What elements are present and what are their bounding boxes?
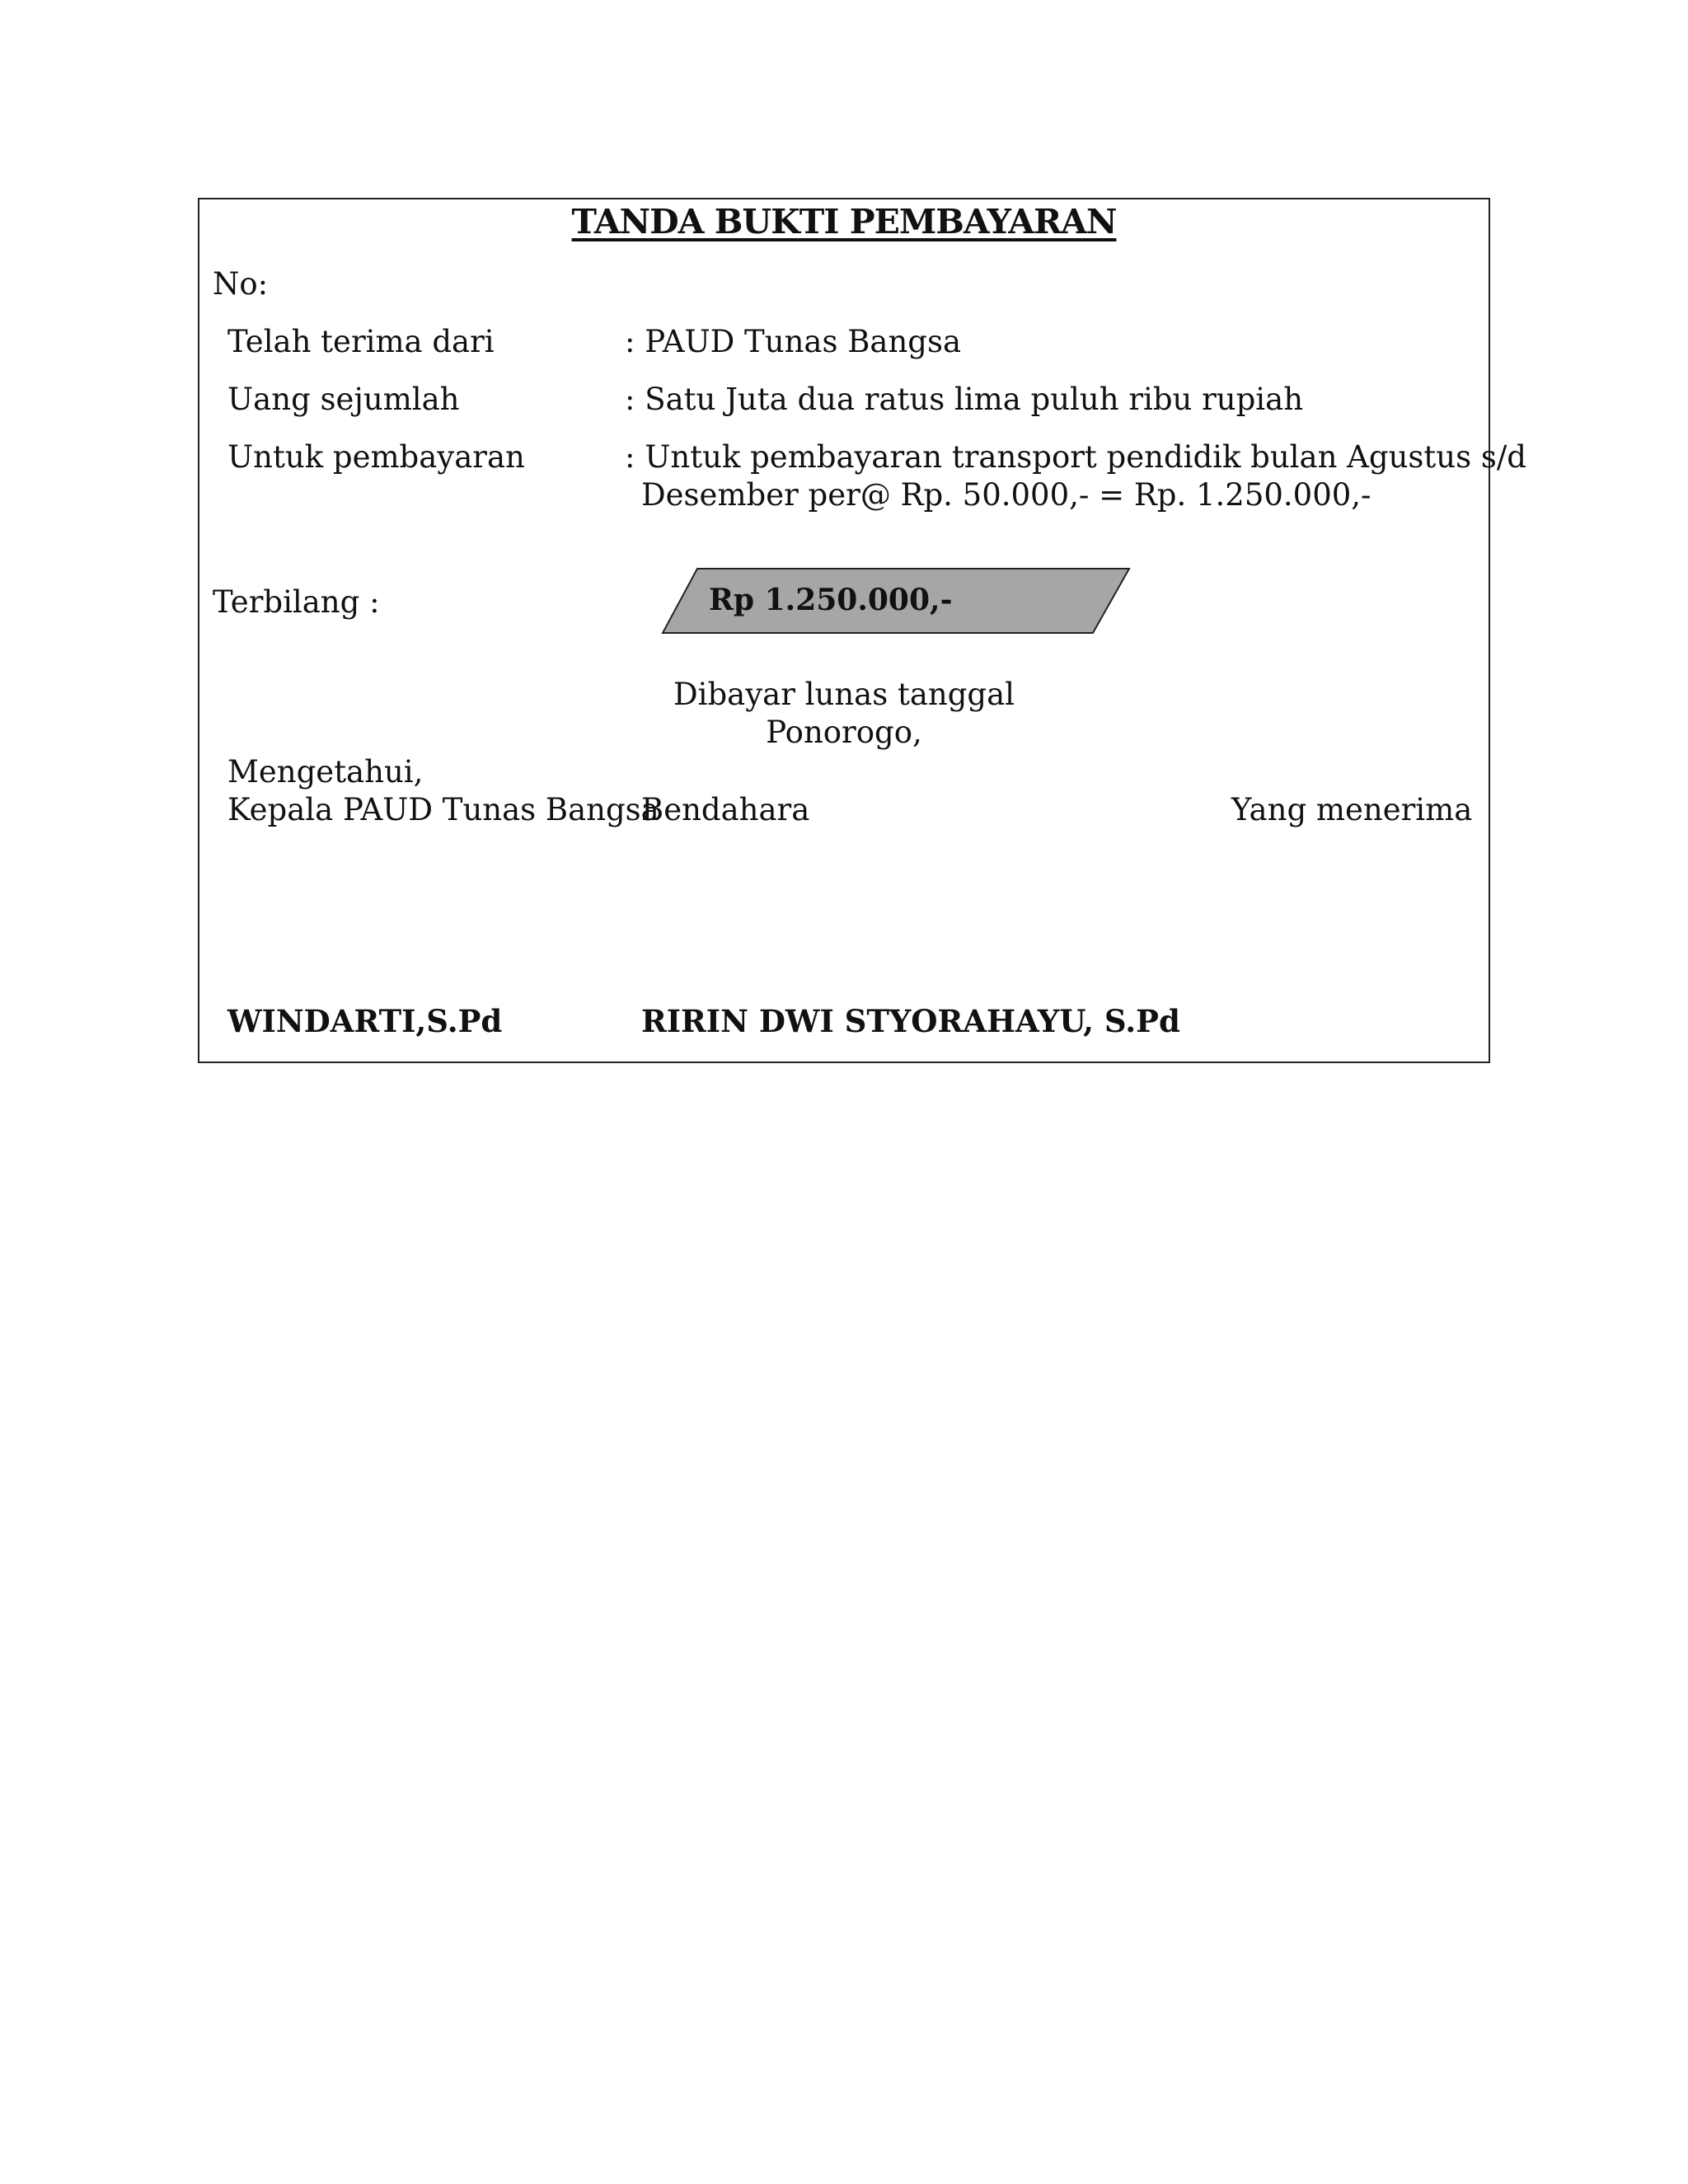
amount-words-value: : Satu Juta dua ratus lima puluh ribu rupiah (625, 382, 1304, 417)
place-text: Ponorogo, (766, 715, 922, 750)
amount-words-label: Uang sejumlah (227, 382, 460, 417)
principal-title: Kepala PAUD Tunas Bangsa (227, 792, 659, 827)
payment-receipt (198, 198, 1526, 1063)
acknowledged-label: Mengetahui, (227, 754, 424, 790)
payment-purpose-value-line2: Desember per@ Rp. 50.000,- = Rp. 1.250.000,- (641, 477, 1372, 513)
amount-value: Rp 1.250.000,- (709, 583, 953, 617)
receipt-number-label: No: (213, 266, 269, 302)
principal-name: WINDARTI,S.Pd (227, 1003, 503, 1039)
amount-box (661, 567, 1131, 635)
receipt-title: TANDA BUKTI PEMBAYARAN (571, 202, 1117, 241)
payment-purpose-value: : Untuk pembayaran transport pendidik bulan Agustus s/d (625, 439, 1526, 475)
received-from-label: Telah terima dari (227, 324, 495, 359)
recipient-title: Yang menerima (1231, 792, 1473, 827)
treasurer-name: RIRIN DWI STYORAHAYU, S.Pd (641, 1003, 1180, 1039)
payment-purpose-label: Untuk pembayaran (227, 439, 525, 475)
treasurer-title: Bendahara (641, 792, 810, 827)
received-from-value: : PAUD Tunas Bangsa (625, 324, 962, 359)
terbilang-label: Terbilang : (213, 584, 380, 620)
paid-in-full-text: Dibayar lunas tanggal (673, 677, 1015, 712)
